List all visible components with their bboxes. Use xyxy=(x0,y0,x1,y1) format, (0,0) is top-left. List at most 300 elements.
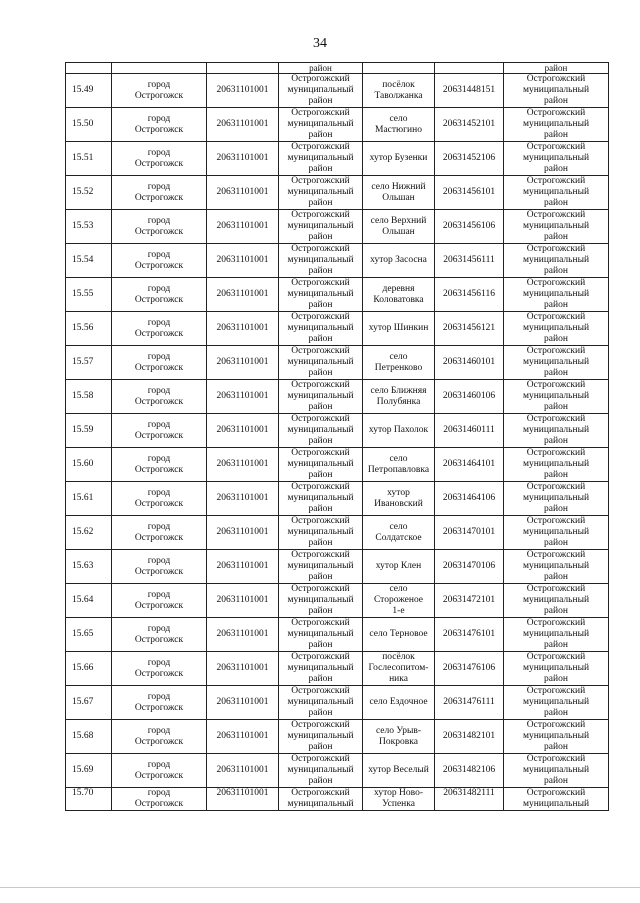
cell-city-code xyxy=(207,482,279,516)
table-row xyxy=(66,176,609,210)
cell-city xyxy=(112,380,207,414)
table-row xyxy=(66,278,609,312)
table-row xyxy=(66,686,609,720)
cell-district-right xyxy=(504,720,609,754)
cell-settlement xyxy=(363,652,435,686)
cell-city-text: город Острогожск xyxy=(134,759,184,781)
cell-number xyxy=(66,380,112,414)
cell-number-text: 15.54 xyxy=(72,255,94,265)
cell-city xyxy=(112,210,207,244)
cell-settlement-text: хутор Ново- Успенка xyxy=(374,788,423,809)
table-row xyxy=(66,210,609,244)
table-row xyxy=(66,414,609,448)
cell-district-text: Острогожский муниципальный район xyxy=(287,652,354,684)
cell-city-text: город Острогожск xyxy=(134,181,184,203)
cell-settlement-text: хутор Веселый xyxy=(368,765,429,775)
cell-district-right-text: Острогожский муниципальный район xyxy=(522,652,590,684)
cell-city-code xyxy=(207,414,279,448)
cell-district-text: Острогожский муниципальный район xyxy=(287,448,354,480)
cell-number xyxy=(66,652,112,686)
cell-city xyxy=(112,788,207,811)
cell-district-right-text: Острогожский муниципальный район xyxy=(522,516,590,548)
cell-settlement xyxy=(363,720,435,754)
cell-number xyxy=(66,74,112,108)
cell-district-right-text: Острогожский муниципальный район xyxy=(522,754,590,786)
cell-number-text: 15.56 xyxy=(72,323,94,333)
cell-settlement-text: село Стороженое 1-е xyxy=(373,584,424,616)
cell-district xyxy=(279,516,363,550)
cell-number xyxy=(66,550,112,584)
cell-settlement-code xyxy=(435,448,504,482)
cell-city-code-text: 20631101001 xyxy=(216,289,269,299)
cell-city-text: город Острогожск xyxy=(134,249,184,271)
cell-number xyxy=(66,516,112,550)
cell-settlement-text: село Верхний Ольшан xyxy=(370,215,427,237)
cell-settlement xyxy=(363,142,435,176)
cell-city-text: город Острогожск xyxy=(134,215,184,237)
cell-settlement-code-text: 20631476101 xyxy=(442,629,496,639)
cell-number xyxy=(66,142,112,176)
cell-district-right-text: Острогожский муниципальный район xyxy=(522,618,590,650)
cell-district-right-text: Острогожский муниципальный район xyxy=(522,686,590,718)
cell-number-text: 15.52 xyxy=(72,187,94,197)
cell-district-right-text: Острогожский муниципальный район xyxy=(522,380,590,412)
cell-settlement-code xyxy=(435,414,504,448)
cell-district-right xyxy=(504,108,609,142)
cell-district xyxy=(279,754,363,788)
cell-settlement-code-text: 20631460111 xyxy=(443,425,495,435)
cell-city-text: город Острогожск xyxy=(134,657,184,679)
cell-district-right xyxy=(504,482,609,516)
cell-settlement-code xyxy=(435,278,504,312)
cell-city xyxy=(112,312,207,346)
cell-number xyxy=(66,448,112,482)
page-bottom-divider xyxy=(0,887,640,888)
cell-district-right xyxy=(504,550,609,584)
cell-district xyxy=(279,584,363,618)
cell-district-right-text: Острогожский муниципальный район xyxy=(522,482,590,514)
cell-district-text: Острогожский муниципальный район xyxy=(287,142,354,174)
cell-district-right xyxy=(504,584,609,618)
cell-district-text: Острогожский муниципальный район xyxy=(287,584,354,616)
cell-settlement-code-text: 20631472101 xyxy=(442,595,496,605)
cell-number-text: 15.62 xyxy=(72,527,94,537)
cell-district-text: Острогожский муниципальный район xyxy=(287,244,354,276)
table-row xyxy=(66,142,609,176)
cell-city xyxy=(112,618,207,652)
cell-city-code-text: 20631101001 xyxy=(216,85,269,95)
cell-city-code-text: 20631101001 xyxy=(216,663,269,673)
cell-settlement-text: хутор Засосна xyxy=(370,255,427,265)
cell-city-code xyxy=(207,618,279,652)
cell-district-right-text: Острогожский муниципальный район xyxy=(522,176,590,208)
table-row xyxy=(66,788,609,811)
cell-settlement-text: хутор Шинкин xyxy=(368,323,429,333)
cell-settlement-text: хутор Клен xyxy=(375,561,422,571)
cell-district-text: Острогожский муниципальный район xyxy=(287,414,354,446)
cell-district-text: Острогожский муниципальный район xyxy=(287,482,354,514)
cell-settlement xyxy=(363,618,435,652)
cell-settlement-text: село Терновое xyxy=(369,629,428,639)
table-row xyxy=(66,720,609,754)
cell-district-right-text: Острогожский муниципальный район xyxy=(522,584,590,616)
cell-empty xyxy=(435,63,504,74)
cell-district xyxy=(279,720,363,754)
cell-settlement-code xyxy=(435,584,504,618)
cell-city xyxy=(112,108,207,142)
table-row xyxy=(66,346,609,380)
cell-number-text: 15.53 xyxy=(72,221,94,231)
cell-city-code-text: 20631101001 xyxy=(216,731,269,741)
cell-city-code xyxy=(207,686,279,720)
cell-district-text: Острогожский муниципальный район xyxy=(287,550,354,582)
cell-district-right: район xyxy=(504,63,609,74)
cell-district-text: Острогожский муниципальный район xyxy=(287,346,354,378)
cell-district-right-text: Острогожский муниципальный район xyxy=(522,346,590,378)
cell-number xyxy=(66,312,112,346)
cell-district-right xyxy=(504,210,609,244)
cell-number xyxy=(66,108,112,142)
cell-district-right xyxy=(504,74,609,108)
cell-number xyxy=(66,414,112,448)
table-row xyxy=(66,380,609,414)
cell-settlement xyxy=(363,108,435,142)
cell-district xyxy=(279,142,363,176)
table-body xyxy=(66,63,609,811)
cell-settlement-text: хутор Бузенки xyxy=(369,153,428,163)
cell-district-right-text: Острогожский муниципальный район xyxy=(522,312,590,344)
cell-district xyxy=(279,482,363,516)
cell-number xyxy=(66,754,112,788)
cell-city-code-text: 20631101001 xyxy=(216,595,269,605)
cell-city-text: город Острогожск xyxy=(134,147,184,169)
cell-settlement-text: село Ближняя Полубянка xyxy=(370,385,427,407)
cell-district-text: Острогожский муниципальный район xyxy=(287,312,354,344)
cell-number xyxy=(66,584,112,618)
cell-city-code xyxy=(207,108,279,142)
cell-district-right xyxy=(504,448,609,482)
cell-settlement-code xyxy=(435,108,504,142)
cell-settlement xyxy=(363,380,435,414)
cell-city-code xyxy=(207,720,279,754)
cell-settlement xyxy=(363,210,435,244)
cell-settlement-code-text: 20631452106 xyxy=(442,153,496,163)
cell-settlement xyxy=(363,448,435,482)
table-row xyxy=(66,448,609,482)
cell-settlement xyxy=(363,244,435,278)
cell-city xyxy=(112,754,207,788)
cell-settlement-code xyxy=(435,380,504,414)
table-row xyxy=(66,516,609,550)
cell-city-text: город Острогожск xyxy=(134,385,184,407)
cell-city-code xyxy=(207,142,279,176)
cell-city xyxy=(112,176,207,210)
cell-number-text: 15.67 xyxy=(72,697,94,707)
cell-district-text: Острогожский муниципальный район xyxy=(287,176,354,208)
cell-settlement-code xyxy=(435,686,504,720)
cell-number xyxy=(66,210,112,244)
cell-district-right xyxy=(504,176,609,210)
cell-district-text: Острогожский муниципальный район xyxy=(287,754,354,786)
cell-district-right-text: Острогожский муниципальный район xyxy=(522,74,590,106)
cell-number xyxy=(66,278,112,312)
cell-city-code xyxy=(207,788,279,811)
cell-city-code xyxy=(207,278,279,312)
cell-city xyxy=(112,720,207,754)
cell-settlement-code-text: 20631448151 xyxy=(442,85,496,95)
cell-empty xyxy=(363,63,435,74)
cell-district-right xyxy=(504,346,609,380)
cell-city-code-text: 20631101001 xyxy=(216,425,269,435)
cell-settlement-code xyxy=(435,618,504,652)
cell-settlement xyxy=(363,176,435,210)
cell-city-code xyxy=(207,74,279,108)
cell-city-text: город Острогожск xyxy=(134,788,184,809)
cell-settlement xyxy=(363,550,435,584)
cell-number xyxy=(66,482,112,516)
cell-city-text: город Острогожск xyxy=(134,691,184,713)
cell-district xyxy=(279,244,363,278)
cell-city-code-text: 20631101001 xyxy=(216,391,269,401)
cell-settlement-code-text: 20631456106 xyxy=(442,221,496,231)
cell-settlement-code-text: 20631482106 xyxy=(442,765,496,775)
cell-settlement-code xyxy=(435,550,504,584)
cell-number-text: 15.61 xyxy=(72,493,94,503)
cell-district-right-text: Острогожский муниципальный район xyxy=(522,448,590,480)
cell-number-text: 15.55 xyxy=(72,289,94,299)
cell-district-right xyxy=(504,652,609,686)
cell-number-text: 15.69 xyxy=(72,765,94,775)
table-row xyxy=(66,312,609,346)
cell-district-right-text: Острогожский муниципальный район xyxy=(522,142,590,174)
cell-settlement xyxy=(363,278,435,312)
cell-settlement xyxy=(363,686,435,720)
cell-city xyxy=(112,550,207,584)
cell-city-code xyxy=(207,312,279,346)
cell-number xyxy=(66,346,112,380)
cell-city-code-text: 20631101001 xyxy=(216,357,269,367)
table-row xyxy=(66,550,609,584)
cell-district xyxy=(279,346,363,380)
cell-city-code xyxy=(207,584,279,618)
cell-settlement-text: село Петренково xyxy=(374,351,423,373)
cell-district-text: Острогожский муниципальный район xyxy=(287,618,354,650)
cell-settlement-code xyxy=(435,244,504,278)
cell-settlement-code-text: 20631470106 xyxy=(442,561,496,571)
cell-settlement-code xyxy=(435,142,504,176)
cell-district-right-text: Острогожский муниципальный район xyxy=(522,244,590,276)
cell-settlement-code xyxy=(435,788,504,811)
cell-number-text: 15.58 xyxy=(72,391,94,401)
cell-district-right xyxy=(504,414,609,448)
cell-district-right-text: Острогожский муниципальный район xyxy=(522,414,590,446)
cell-district-right xyxy=(504,278,609,312)
cell-city-text: город Острогожск xyxy=(134,79,184,101)
cell-city-text: город Острогожск xyxy=(134,589,184,611)
cell-city-text: город Острогожск xyxy=(134,419,184,441)
cell-settlement-code-text: 20631460101 xyxy=(442,357,496,367)
cell-city-text: город Острогожск xyxy=(134,351,184,373)
cell-settlement-text: село Мастюгино xyxy=(375,113,422,135)
cell-settlement-code-text: 20631464106 xyxy=(442,493,496,503)
cell-city-text: город Острогожск xyxy=(134,521,184,543)
cell-settlement xyxy=(363,414,435,448)
cell-district-right xyxy=(504,686,609,720)
cell-number-text: 15.57 xyxy=(72,357,94,367)
cell-number-text: 15.60 xyxy=(72,459,94,469)
cell-settlement-code-text: 20631456111 xyxy=(443,255,495,265)
cell-settlement xyxy=(363,346,435,380)
cell-district-text: Острогожский муниципальный район xyxy=(287,210,354,242)
cell-number-text: 15.64 xyxy=(72,595,94,605)
cell-district-right xyxy=(504,516,609,550)
settlements-table xyxy=(65,62,609,811)
cell-district-right-text: Острогожский муниципальный район xyxy=(522,210,590,242)
cell-settlement-text: село Петропавловка xyxy=(367,453,430,475)
cell-district xyxy=(279,210,363,244)
cell-city-text: город Острогожск xyxy=(134,725,184,747)
cell-district xyxy=(279,448,363,482)
cell-city xyxy=(112,142,207,176)
cell-city-text: город Острогожск xyxy=(134,113,184,135)
cell-district xyxy=(279,788,363,811)
cell-district: район xyxy=(279,63,363,74)
cell-district-right-text: Острогожский муниципальный xyxy=(522,788,590,809)
cell-settlement-code-text: 20631460106 xyxy=(442,391,496,401)
cell-settlement-text: хутор Ивановский xyxy=(374,487,423,509)
cell-city xyxy=(112,346,207,380)
cell-district-right xyxy=(504,754,609,788)
cell-city xyxy=(112,652,207,686)
cell-settlement-text: деревня Коловатовка xyxy=(373,283,424,305)
cell-settlement-code xyxy=(435,74,504,108)
cell-settlement-code xyxy=(435,516,504,550)
cell-city-code-text: 20631101001 xyxy=(216,221,269,231)
cell-city-code xyxy=(207,652,279,686)
cell-number xyxy=(66,720,112,754)
cell-number xyxy=(66,618,112,652)
cell-settlement-code-text: 20631452101 xyxy=(442,119,496,129)
cell-city-code xyxy=(207,754,279,788)
cell-settlement-code xyxy=(435,652,504,686)
cell-settlement-code xyxy=(435,346,504,380)
cell-district xyxy=(279,652,363,686)
cell-settlement xyxy=(363,516,435,550)
cell-settlement-code xyxy=(435,210,504,244)
cell-district xyxy=(279,176,363,210)
cell-number xyxy=(66,244,112,278)
cell-city xyxy=(112,448,207,482)
cell-city xyxy=(112,278,207,312)
cell-city-text: город Острогожск xyxy=(134,487,184,509)
cell-city-code-text: 20631101001 xyxy=(216,765,269,775)
cell-settlement-code-text: 20631482111 xyxy=(443,788,495,798)
cell-settlement-code-text: 20631482101 xyxy=(442,731,496,741)
cell-settlement-code xyxy=(435,754,504,788)
cell-city-text: город Острогожск xyxy=(134,283,184,305)
cell-number xyxy=(66,788,112,811)
cell-settlement-code-text: 20631464101 xyxy=(442,459,496,469)
cell-city-text: город Острогожск xyxy=(134,453,184,475)
cell-city-code-text: 20631101001 xyxy=(216,629,269,639)
cell-city-code xyxy=(207,210,279,244)
cell-city-code-text: 20631101001 xyxy=(216,119,269,129)
cell-city-code-text: 20631101001 xyxy=(216,527,269,537)
cell-settlement-code-text: 20631470101 xyxy=(442,527,496,537)
cell-settlement-code xyxy=(435,312,504,346)
cell-settlement-code-text: 20631476106 xyxy=(442,663,496,673)
cell-city-code-text: 20631101001 xyxy=(216,493,269,503)
cell-district-text: Острогожский муниципальный район xyxy=(287,278,354,310)
cell-number-text: 15.70 xyxy=(72,788,94,798)
cell-settlement xyxy=(363,584,435,618)
cell-city xyxy=(112,584,207,618)
cell-settlement-text: хутор Пахолок xyxy=(368,425,429,435)
cell-city-code-text: 20631101001 xyxy=(216,187,269,197)
cell-district-text: Острогожский муниципальный район xyxy=(287,74,354,106)
cell-city-code-text: 20631101001 xyxy=(216,788,269,798)
cell-city xyxy=(112,686,207,720)
table-row xyxy=(66,652,609,686)
table-row xyxy=(66,482,609,516)
cell-city-code-text: 20631101001 xyxy=(216,697,269,707)
cell-city-text: город Острогожск xyxy=(134,623,184,645)
cell-city-text: город Острогожск xyxy=(134,555,184,577)
cell-district-text: Острогожский муниципальный район xyxy=(287,380,354,412)
cell-city xyxy=(112,414,207,448)
cell-settlement-text: село Солдатское xyxy=(375,521,422,543)
cell-empty xyxy=(207,63,279,74)
table-row xyxy=(66,244,609,278)
cell-district-text: Острогожский муниципальный xyxy=(287,788,354,809)
cell-number-text: 15.49 xyxy=(72,85,94,95)
cell-district-text: Острогожский муниципальный район xyxy=(287,516,354,548)
cell-city xyxy=(112,244,207,278)
table-row xyxy=(66,754,609,788)
cell-district-text: Острогожский муниципальный район xyxy=(287,720,354,752)
cell-number-text: 15.66 xyxy=(72,663,94,673)
cell-settlement-code-text: 20631456116 xyxy=(443,289,495,299)
table-row xyxy=(66,584,609,618)
cell-district-right xyxy=(504,312,609,346)
cell-number-text: 15.51 xyxy=(72,153,94,163)
cell-city-code xyxy=(207,346,279,380)
cell-number-text: 15.59 xyxy=(72,425,94,435)
cell-settlement xyxy=(363,788,435,811)
cell-settlement-code xyxy=(435,720,504,754)
cell-district-right xyxy=(504,142,609,176)
cell-city-code-text: 20631101001 xyxy=(216,255,269,265)
cell-settlement xyxy=(363,754,435,788)
table-row xyxy=(66,618,609,652)
table-row-continued xyxy=(66,63,609,74)
table-row xyxy=(66,108,609,142)
cell-settlement-text: село Нижний Ольшан xyxy=(371,181,426,203)
cell-city-code xyxy=(207,516,279,550)
cell-number-text: 15.68 xyxy=(72,731,94,741)
cell-district xyxy=(279,312,363,346)
cell-city xyxy=(112,516,207,550)
page-number: 34 xyxy=(313,36,327,51)
cell-settlement-text: село Ездочное xyxy=(369,697,428,707)
cell-settlement-code-text: 20631456121 xyxy=(442,323,496,333)
cell-district xyxy=(279,278,363,312)
cell-number-text: 15.65 xyxy=(72,629,94,639)
cell-city-code xyxy=(207,380,279,414)
cell-district-right-text: Острогожский муниципальный район xyxy=(522,720,590,752)
cell-empty xyxy=(66,63,112,74)
cell-settlement-text: посёлок Гослесопитом- ника xyxy=(368,652,429,684)
